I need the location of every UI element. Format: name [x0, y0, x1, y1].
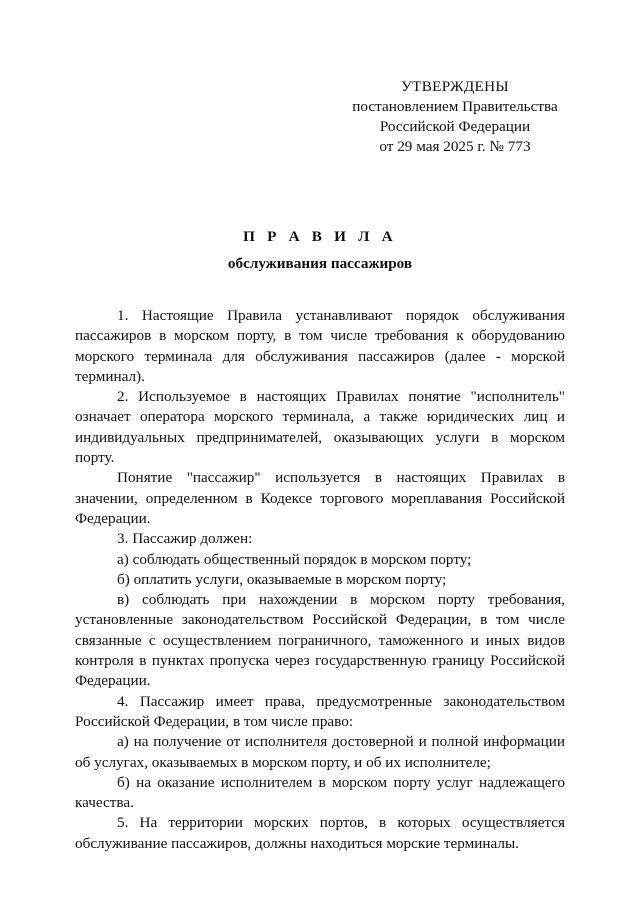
document-subtitle: обслуживания пассажиров [227, 255, 413, 272]
paragraph: 5. На территории морских портов, в которых осуществляется обслуживание пассажиров, должны находиться морские терминалы. [75, 814, 565, 852]
approval-heading: УТВЕРЖДЕНЫ [401, 78, 509, 95]
paragraph: а) соблюдать общественный порядок в морском порту; [117, 550, 472, 568]
paragraph: 2. Используемое в настоящих Правилах понятие "исполнитель" означает оператора морского терминала, а также юридических лиц и индивидуальных предпринимателей, оказывающих услуги в морском порту. [75, 388, 565, 467]
paragraph: б) оплатить услуги, оказываемые в морском порту; [117, 570, 447, 588]
paragraph: 3. Пассажир должен: [117, 530, 253, 548]
paragraph: в) соблюдать при нахождении в морском порту требования, установленные законодательством Российской Федерации, в том числе связанные с осуществлением пограничного, таможенного и иных видов контроля в пунктах пропуска через государственную границу Российской Федерации. [75, 591, 565, 690]
paragraph: 1. Настоящие Правила устанавливают порядок обслуживания пассажиров в морском порту, в том числе требования к оборудованию морского терминала для обслуживания пассажиров (далее - морской терминал). [75, 307, 565, 385]
approval-line-federation: Российской Федерации [379, 118, 531, 135]
paragraph: Понятие "пассажир" используется в настоящих Правилах в значении, определенном в Кодексе торгового мореплавания Российской Федерации. [75, 469, 565, 527]
document-body [75, 306, 565, 854]
approval-block [330, 77, 580, 157]
paragraph: б) на оказание исполнителем в морском порту услуг надлежащего качества. [75, 773, 565, 812]
document-title: П Р А В И Л А [243, 228, 397, 245]
approval-line-resolution: постановлением Правительства [352, 98, 558, 115]
paragraph: а) на получение от исполнителя достоверной и полной информации об услугах, оказываемых в морском порту, и об их исполнителе; [75, 733, 565, 771]
paragraph: 4. Пассажир имеет права, предусмотренные законодательством Российской Федерации, в том числе право: [75, 692, 565, 730]
approval-line-date-number: от 29 мая 2025 г. № 773 [379, 138, 531, 155]
